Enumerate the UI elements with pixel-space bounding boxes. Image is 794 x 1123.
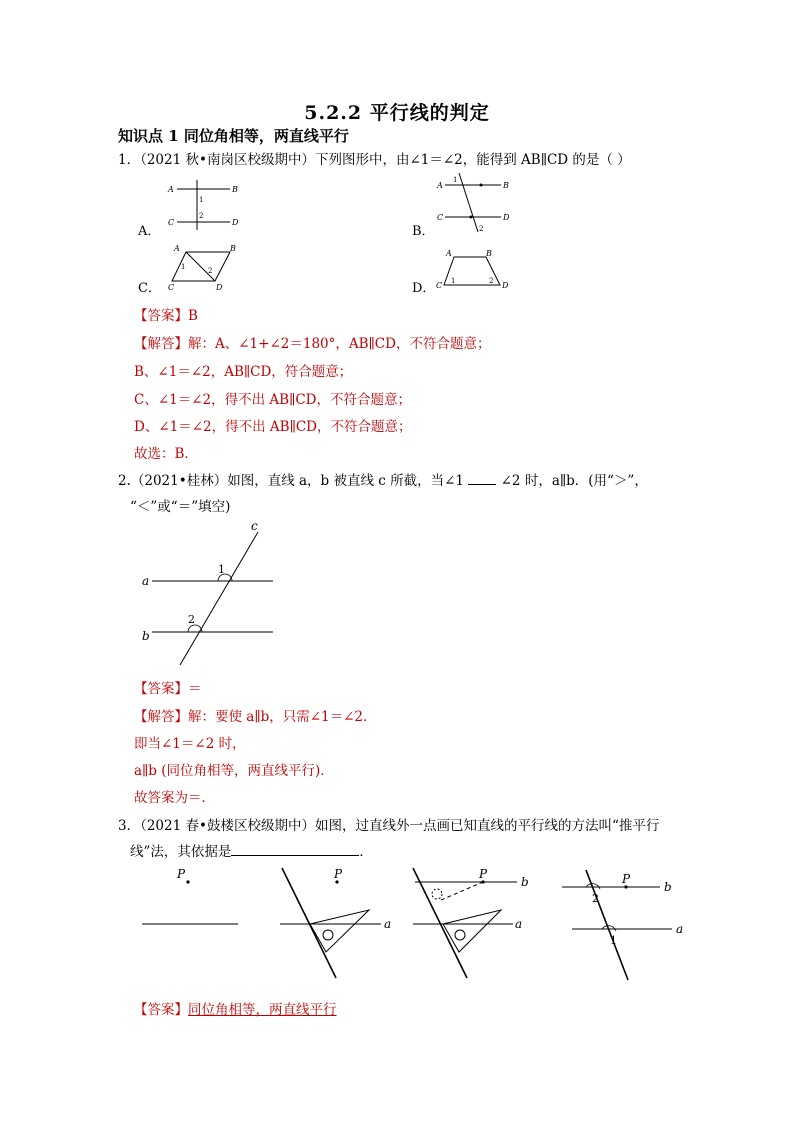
q1-figure-b xyxy=(433,170,518,235)
fig-a-label-C: C xyxy=(168,218,175,227)
q3-stem-line-1: 3．（2021 春•鼓楼区校级期中）如图，过直线外一点画已知直线的平行线的方法叫“推平行 xyxy=(118,818,660,834)
q3-fig4-label-P: P xyxy=(622,872,631,886)
fig-c-label-C: C xyxy=(168,283,175,292)
q1-solution-line-4: D、∠1＝∠2，得不出 AB∥CD，不符合题意； xyxy=(134,419,412,435)
q3-fig4-label-1: 1 xyxy=(610,934,617,947)
page-title: 5.2.2 平行线的判定 xyxy=(304,102,490,124)
answer-value: B xyxy=(188,308,198,324)
q3-fig2-label-P: P xyxy=(334,867,343,881)
knowledge-point-heading: 知识点 1 同位角相等，两直线平行 xyxy=(118,127,349,145)
q3-fig3-label-P: P xyxy=(479,867,488,881)
q1-solution-line-2: B、∠1＝∠2，AB∥CD，符合题意； xyxy=(134,364,353,380)
q2-figure xyxy=(138,518,283,668)
q2-stem-line-2: “＜”或“＝”填空) xyxy=(130,499,231,515)
q1-solution-line-1 xyxy=(134,332,490,352)
q3-figure-3 xyxy=(405,862,535,982)
solution-tag: 【解答】 xyxy=(134,336,188,352)
fig-c-label-D: D xyxy=(216,283,223,292)
answer-tag: 【答案】 xyxy=(134,308,188,324)
q2-solution-line-3: a∥b (同位角相等，两直线平行)． xyxy=(134,763,334,779)
q3-answer-blank[interactable] xyxy=(231,843,359,856)
fig-b-label-B: B xyxy=(503,181,509,190)
q3-stem-part-2: ． xyxy=(359,844,373,860)
solution-text: 解：A、∠1+∠2＝180°，AB∥CD，不符合题意； xyxy=(188,336,491,352)
answer-value: 同位角相等，两直线平行 xyxy=(188,1002,337,1018)
answer-tag: 【答案】 xyxy=(134,681,188,697)
fig-c-label-1: 1 xyxy=(181,263,186,271)
q2-label-b: b xyxy=(142,629,150,643)
q1-figure-d xyxy=(434,247,514,292)
fig-d-label-B: B xyxy=(486,249,492,258)
fig-a-label-A: A xyxy=(168,185,174,194)
q2-label-a: a xyxy=(142,574,150,588)
q3-fig4-label-a: a xyxy=(676,922,684,936)
fig-b-label-A: A xyxy=(437,181,443,190)
q3-fig3-label-a: a xyxy=(515,917,523,931)
q3-figure-1 xyxy=(138,862,248,942)
q2-label-2: 2 xyxy=(188,613,195,626)
answer-tag: 【答案】 xyxy=(134,1002,188,1018)
fig-c-label-A: A xyxy=(174,244,180,253)
q2-label-c: c xyxy=(251,519,258,533)
q1-figure-c xyxy=(168,243,248,293)
answer-value: ＝ xyxy=(188,681,202,697)
q3-fig1-label-P: P xyxy=(177,867,186,881)
q3-fig2-label-a: a xyxy=(384,917,392,931)
fig-a-label-1: 1 xyxy=(199,196,204,204)
q1-stem: 1．（2021 秋•南岗区校级期中）下列图形中，由∠1＝∠2，能得到 AB∥CD 的是（ ） xyxy=(118,152,631,168)
q3-fig4-label-b: b xyxy=(664,880,672,894)
q1-answer xyxy=(134,304,198,324)
solution-text: 解：要使 a∥b，只需∠1＝∠2． xyxy=(188,709,377,725)
fig-d-label-A: A xyxy=(446,249,452,258)
fig-a-label-2: 2 xyxy=(199,212,204,220)
q3-fig3-label-b: b xyxy=(521,875,529,889)
q1-solution-line-3: C、∠1＝∠2，得不出 AB∥CD，不符合题意； xyxy=(134,392,411,408)
q3-figure-4 xyxy=(560,862,690,987)
fig-c-label-B: B xyxy=(230,244,236,253)
q1-figure-a xyxy=(165,178,245,233)
fig-d-label-C: C xyxy=(436,281,443,290)
fig-b-label-2: 2 xyxy=(479,225,484,233)
q2-solution-line-1 xyxy=(134,705,377,725)
q2-stem-part-2: ∠2 时，a∥b．(用“＞”， xyxy=(500,473,648,489)
q2-answer xyxy=(134,677,202,697)
fig-b-label-D: D xyxy=(503,213,510,222)
q1-option-d-label: D． xyxy=(412,281,436,296)
fig-b-label-C: C xyxy=(437,213,444,222)
q3-fig4-label-2: 2 xyxy=(592,892,599,905)
q1-option-b-label: B． xyxy=(412,224,435,239)
fig-b-label-1: 1 xyxy=(453,176,458,184)
q2-solution-line-2: 即当∠1＝∠2 时， xyxy=(134,736,246,752)
fig-d-label-1: 1 xyxy=(451,277,456,285)
fig-a-label-D: D xyxy=(232,218,239,227)
fig-d-label-2: 2 xyxy=(489,277,494,285)
solution-tag: 【解答】 xyxy=(134,709,188,725)
q3-stem-line-2 xyxy=(130,840,373,860)
fig-c-label-2: 2 xyxy=(208,267,213,275)
q2-answer-blank[interactable] xyxy=(468,472,496,485)
q1-option-c-label: C． xyxy=(138,281,161,296)
q2-stem-part-1: 2.（2021•桂林）如图，直线 a，b 被直线 c 所截，当∠1 xyxy=(118,473,465,489)
q2-solution-line-4: 故答案为＝． xyxy=(134,790,215,806)
q2-label-1: 1 xyxy=(218,563,225,576)
q2-stem-line-1 xyxy=(118,469,648,489)
q1-solution-line-5: 故选：B． xyxy=(134,446,198,462)
fig-d-label-D: D xyxy=(502,281,509,290)
q3-figure-2 xyxy=(276,862,401,982)
q1-option-a-label: A． xyxy=(138,224,161,239)
q3-answer xyxy=(134,998,337,1018)
q3-stem-part-1: 线”法，其依据是 xyxy=(130,844,232,860)
fig-a-label-B: B xyxy=(232,185,238,194)
